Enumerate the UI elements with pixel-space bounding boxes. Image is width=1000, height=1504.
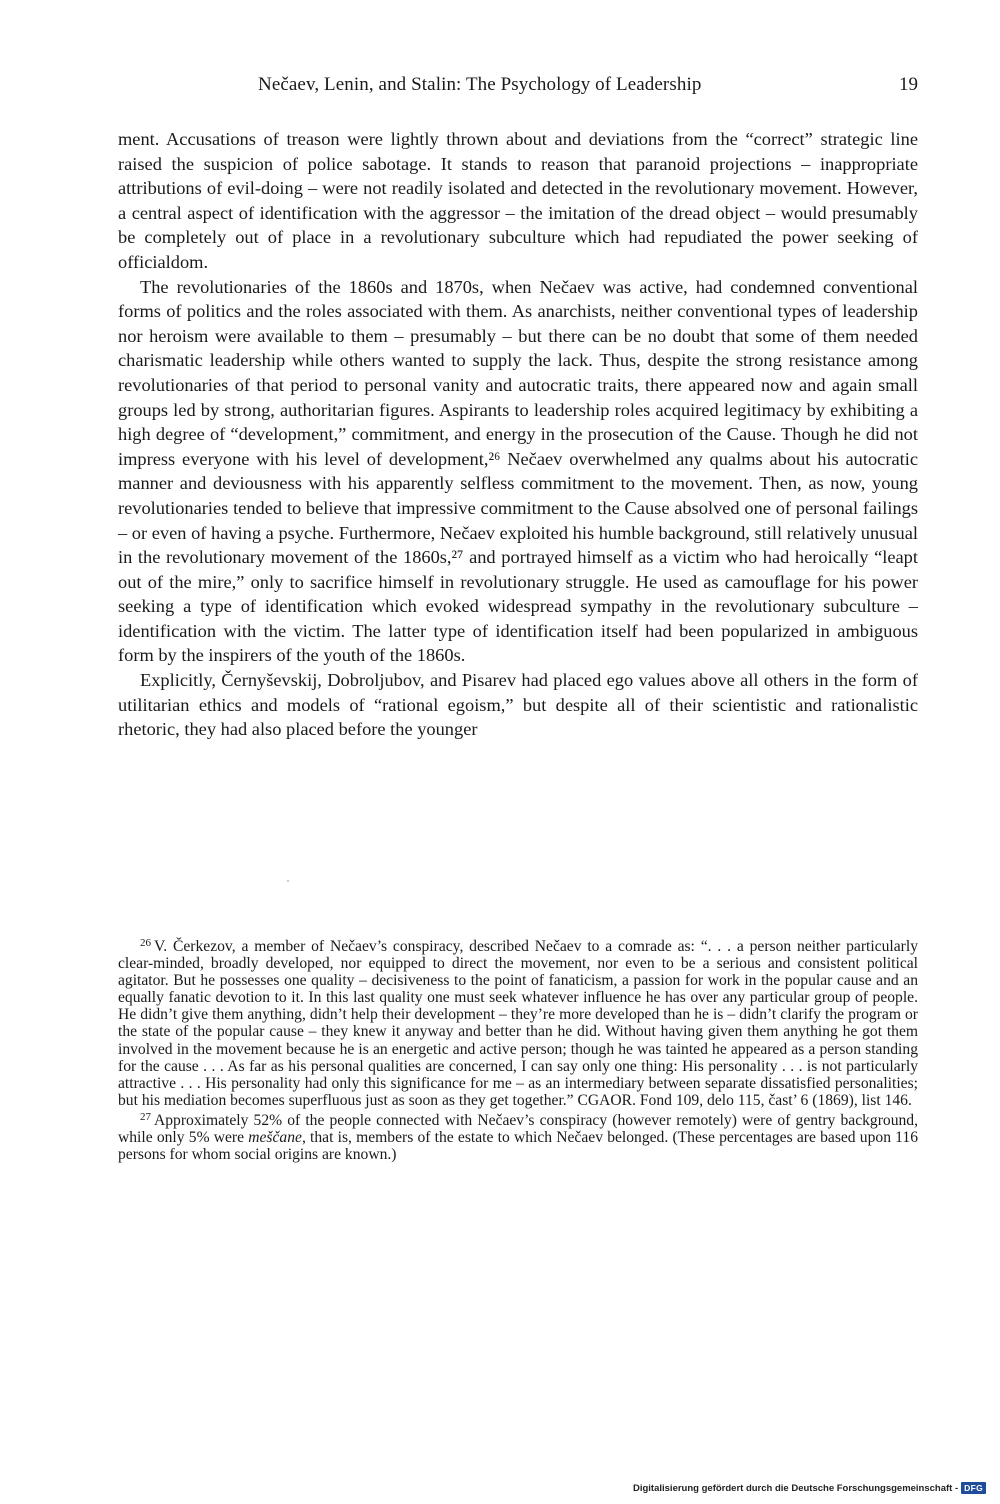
footnote-separator (287, 880, 289, 882)
footnote-number: 26 (140, 937, 151, 949)
footnote (118, 935, 918, 1109)
footnotes (118, 935, 918, 1163)
footnote-emphasis: meščane (248, 1129, 302, 1147)
main-text (118, 127, 918, 742)
digitization-credit (633, 1482, 986, 1494)
page-number: 19 (899, 74, 918, 95)
digitization-note: Digitalisierung gefördert durch die Deutsche Forschungsgemeinschaft - (632, 1482, 959, 1494)
paragraph: The revolutionaries of the 1860s and 1870s, when Nečaev was active, had condemned conventional forms of politics and the roles associated with them. As anarchists, neither conventional types of leadership nor heroism were available to them – presumably – but there can be no doubt that some of them needed charismatic leadership while others wanted to supply the lack. Thus, despite the strong resistance among revolutionaries of that period to personal vanity and autocratic traits, there appeared now and again small groups led by strong, authoritarian figures. Aspirants to leadership roles acquired legitimacy by exhibiting a high degree of “development,” commitment, and energy in the prosecution of the Cause. Though he did not impress everyone with his level of development,²⁶ Nečaev overwhelmed any qualms about his autocratic manner and deviousness with his apparently selfless commitment to the movement. Then, as now, young revolutionaries tended to believe that impressive commitment to the Cause absolved one of personal failings – or even of having a psyche. Furthermore, Nečaev exploited his humble background, still relatively unusual in the revolutionary movement of the 1860s,²⁷ and portrayed himself as a victim who had heroically “leapt out of the mire,” only to sacrifice himself in revolutionary struggle. He used as camouflage for his power seeking a type of identification which evoked widespread sympathy in the revolutionary subculture – identification with the victim. The latter type of identification itself had been popularized in ambiguous form by the inspirers of the youth of the 1860s. (118, 276, 918, 666)
paragraph: Explicitly, Černyševskij, Dobroljubov, and Pisarev had placed ego values above all others in the form of utilitarian ethics and models of “rational egoism,” but despite all of their scientistic and rationalistic rhetoric, they had also placed before the younger (118, 670, 918, 740)
paragraph: ment. Accusations of treason were lightly thrown about and deviations from the “correct” strategic line raised the suspicion of police sabotage. It stands to reason that paranoid projections – inappropriate attributions of evil-doing – were not readily isolated and detected in the revolutionary movement. However, a central aspect of identification with the aggressor – the imitation of the dread object – would presumably be completely out of place in a revolutionary subculture which had repudiated the power seeking of officialdom. (118, 129, 918, 272)
footnote-number: 27 (140, 1110, 151, 1123)
footnote (118, 1109, 918, 1163)
running-header (118, 74, 918, 104)
footnote-text: , that is, members of the estate to which Nečaev belonged. (These percentages are based upon 116 persons for whom social origins are known.) (118, 1129, 918, 1164)
footnote-text: Approximately 52% of the people connected with Nečaev’s conspiracy (however remotely) were of gentry background, while only 5% were (118, 1111, 918, 1147)
footnote-text: V. Čerkezov, a member of Nečaev’s conspiracy, described Nečaev to a comrade as: “. . . a person neither particularly clear-minded, broadly developed, nor equipped to direct the movement, nor even to be a serious and consistent political agitator. But he possesses one quality – decisiveness to the point of fanaticism, a passion for work in the popular cause and an equally fanatic devotion to it. In this last quality one must seek whatever influence he has over any particular group of people. He didn’t give them anything, didn’t help their development – they’re more developed than he is – didn’t clarify the program or the state of the popular cause – they knew it anyway and better than he did. Without having given them anything he got them involved in the movement because he is an energetic and active person; though he was tainted he appeared as a person standing for the cause . . . As far as his personal qualities are concerned, I can say only one thing: His personality . . . is not particularly attractive . . . His personality had only this significance for me – as an intermediary between separate dissatisfied personalities; but his mediation becomes superfluous just as soon as they get together.” CGAOR. Fond 109, delo 115, čast’ 6 (1869), list 146. (118, 938, 918, 1109)
dfg-logo: DFG (961, 1482, 986, 1494)
running-title: Nečaev, Lenin, and Stalin: The Psychology of Leadership (258, 74, 702, 95)
